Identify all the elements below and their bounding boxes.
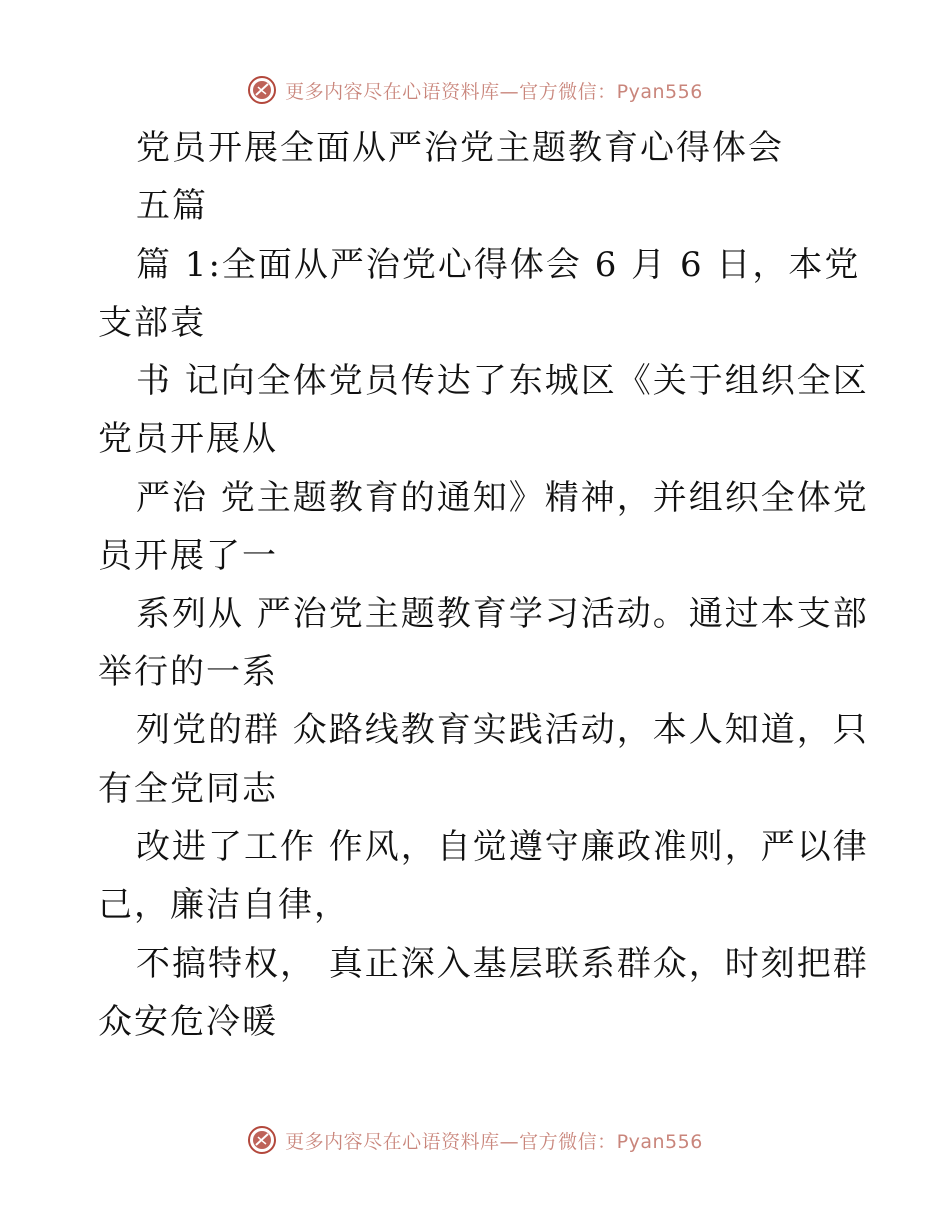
footer-banner-text: 更多内容尽在心语资料库—官方微信：Pyan556 — [285, 1130, 703, 1153]
paragraph-line: 书 记向全体党员传达了东城区《关于组织全区 — [136, 361, 869, 401]
paragraph-line: 举行的一系 — [98, 652, 278, 692]
paragraph-line: 己，廉洁自律， — [98, 885, 350, 925]
paragraph-line: 支部袁 — [98, 303, 206, 343]
paragraph-line: 系列从 严治党主题教育学习活动。通过本支部 — [136, 594, 869, 634]
document-title-line-2: 五篇 — [136, 186, 208, 226]
paragraph-line: 不搞特权， 真正深入基层联系群众，时刻把群 — [136, 944, 869, 984]
paragraph-line: 改进了工作 作风，自觉遵守廉政准则，严以律 — [136, 827, 869, 867]
paragraph-line: 篇 1:全面从严治党心得体会 6 月 6 日，本党 — [136, 245, 861, 285]
footer-banner — [0, 1122, 950, 1158]
document-title-line-1: 党员开展全面从严治党主题教育心得体会 — [136, 128, 784, 168]
header-banner — [0, 72, 950, 108]
paragraph-line: 有全党同志 — [98, 769, 278, 809]
paragraph-line: 严治 党主题教育的通知》精神，并组织全体党 — [136, 478, 869, 518]
seal-logo-icon — [247, 75, 277, 105]
paragraph-line: 党员开展从 — [98, 419, 278, 459]
paragraph-line: 列党的群 众路线教育实践活动，本人知道，只 — [136, 710, 869, 750]
paragraph-line: 员开展了一 — [98, 536, 278, 576]
paragraph-line: 众安危冷暖 — [98, 1002, 278, 1042]
seal-logo-icon — [247, 1125, 277, 1155]
header-banner-text: 更多内容尽在心语资料库—官方微信：Pyan556 — [285, 80, 703, 103]
